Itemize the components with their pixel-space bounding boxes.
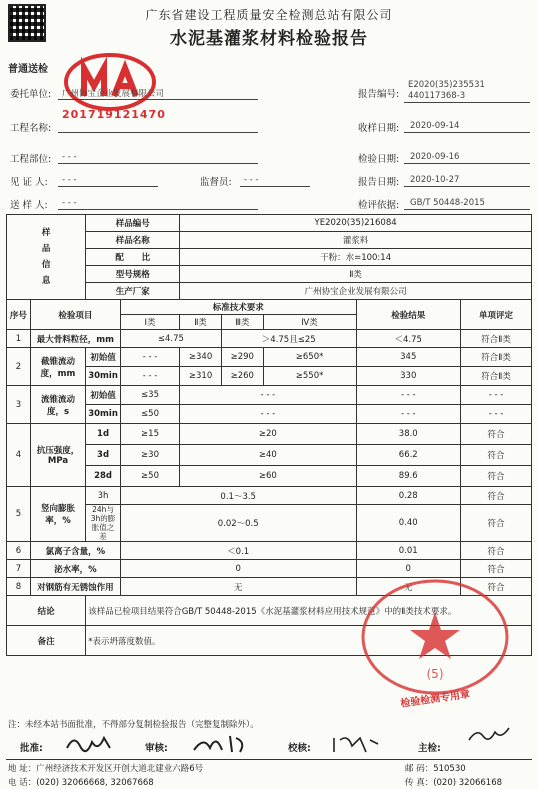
evaluation: 符合Ⅱ类	[461, 330, 532, 348]
col-class-3: Ⅲ类	[221, 315, 263, 330]
evaluation: 符合	[461, 578, 532, 596]
test-label: 检验日期:	[358, 154, 400, 165]
check-label: 校核:	[288, 743, 311, 754]
row-no: 1	[7, 330, 31, 348]
row-item: 对钢筋有无锈蚀作用	[30, 578, 120, 596]
req: ≥340	[180, 348, 222, 367]
col-standard: 标准技术要求	[120, 300, 356, 315]
evaluation: 符合	[461, 424, 532, 445]
req: - - -	[120, 348, 179, 367]
conclusion-label: 结论	[7, 596, 86, 626]
result: 38.0	[356, 424, 460, 445]
req: - - -	[120, 367, 179, 386]
req: ≥40	[180, 445, 356, 466]
evaluation: - - -	[461, 405, 532, 424]
req: - - -	[180, 386, 356, 405]
sampler-label: 送 样 人:	[10, 200, 48, 211]
supervisor-label: 监督员:	[200, 177, 232, 188]
col-class-2: Ⅱ类	[180, 315, 222, 330]
sample-label: 配 比	[86, 249, 180, 266]
req: ≥550*	[263, 367, 356, 386]
approve-label: 批准:	[20, 743, 43, 754]
row-item: 抗压强度，MPa	[30, 424, 85, 487]
receive-value: 2020-09-14	[410, 121, 460, 131]
remark-text: *表示坍落度数值。	[86, 626, 532, 656]
witness-value: - - -	[62, 175, 77, 185]
sample-label: 样品名称	[86, 232, 180, 249]
basis-label: 检评依据:	[358, 200, 400, 211]
remark-label: 备注	[7, 626, 86, 656]
issue-label: 报告日期:	[358, 177, 400, 188]
row-no: 3	[7, 386, 31, 424]
test-label-sign: 主检:	[418, 743, 441, 754]
sub-item: 初始值	[86, 348, 121, 367]
req: 0	[120, 560, 356, 578]
test-signature	[465, 722, 515, 748]
inspection-seal	[360, 578, 510, 696]
sample-value: 干粉：水=100:14	[180, 249, 532, 266]
basis-value: GB/T 50448-2015	[410, 198, 485, 208]
req: 0.02～0.5	[120, 505, 356, 542]
sample-value: 灌浆料	[180, 232, 532, 249]
witness-label: 见 证 人:	[10, 177, 48, 188]
evaluation: 符合	[461, 542, 532, 560]
row-no: 6	[7, 542, 31, 560]
req: ≥650*	[263, 348, 356, 367]
req: - - -	[180, 405, 356, 424]
report-no-label: 报告编号:	[358, 89, 400, 100]
col-item: 检验项目	[30, 300, 120, 330]
zip-line: 邮 码：510530	[405, 764, 466, 774]
organization-name: 广东省建设工程质量安全检测总站有限公司	[145, 8, 393, 22]
col-result: 检验结果	[356, 300, 460, 330]
row-no: 4	[7, 424, 31, 487]
client-value: 广州协宝企业发展有限公司	[62, 89, 165, 99]
row-no: 7	[7, 560, 31, 578]
report-no-value2: 440117368-3	[408, 91, 466, 101]
evaluation: 符合Ⅱ类	[461, 348, 532, 367]
result: 345	[356, 348, 460, 367]
sample-value: YE2020(35)216084	[180, 215, 532, 232]
conclusion-text: 该样品已检项目结果符合GB/T 50448-2015《水泥基灌浆材料应用技术规范》中的Ⅱ类技术要求。	[86, 596, 532, 626]
sample-value: 广州协宝企业发展有限公司	[180, 283, 532, 300]
seal-text: 检验检测专用章	[399, 689, 471, 710]
req: 无	[120, 578, 356, 596]
report-no-value: E2020(35)235531	[408, 80, 485, 90]
report-title: 水泥基灌浆材料检验报告	[170, 29, 368, 49]
row-item: 泌水率，%	[30, 560, 120, 578]
review-signature	[190, 730, 252, 756]
client-label: 委托单位:	[10, 89, 52, 100]
ma-stamp	[62, 52, 158, 112]
req: ≥60	[180, 466, 356, 487]
row-item: 氯离子含量，%	[30, 542, 120, 560]
row-item: 截锥流动度，mm	[30, 348, 85, 386]
receive-label: 收样日期:	[358, 123, 400, 134]
result: 0.40	[356, 505, 460, 542]
sub-item: 30min	[86, 367, 121, 386]
site-value: - - -	[62, 152, 77, 162]
req: ≥50	[120, 466, 179, 487]
supervisor-value: - - -	[244, 175, 259, 185]
evaluation: 符合	[461, 445, 532, 466]
ma-code: 201719121470	[62, 108, 166, 121]
sub-item: 初始值	[86, 386, 121, 405]
req: 0.1～3.5	[120, 487, 356, 505]
req: ≥30	[120, 445, 179, 466]
result: 无	[356, 578, 460, 596]
test-value: 2020-09-16	[410, 152, 460, 162]
req: ≥290	[221, 348, 263, 367]
evaluation: 符合	[461, 487, 532, 505]
evaluation: 符合	[461, 560, 532, 578]
sample-section-label: 样 品 信 息	[7, 215, 86, 300]
row-item: 最大骨料粒径，mm	[30, 330, 120, 348]
phone-line: 电 话：(020) 32066668, 32067668	[8, 778, 154, 788]
sub-item: 30min	[86, 405, 121, 424]
result: 0	[356, 560, 460, 578]
row-item: 流锥流动度，s	[30, 386, 85, 424]
req: ≥310	[180, 367, 222, 386]
result: 89.6	[356, 466, 460, 487]
evaluation: 符合	[461, 466, 532, 487]
result: - - -	[356, 405, 460, 424]
sample-value: Ⅱ类	[180, 266, 532, 283]
fax-line: 传 真：(020) 32066168	[405, 778, 503, 788]
result: 0.01	[356, 542, 460, 560]
result: 66.2	[356, 445, 460, 466]
evaluation: 符合Ⅱ类	[461, 367, 532, 386]
req: ≤35	[120, 386, 179, 405]
col-no: 序号	[7, 300, 31, 330]
issue-value: 2020-10-27	[410, 175, 460, 185]
result: - - -	[356, 386, 460, 405]
review-label: 审核:	[145, 743, 168, 754]
sub-item: 3h	[86, 487, 121, 505]
req: ≥20	[180, 424, 356, 445]
report-type: 普通送检	[8, 64, 48, 75]
site-label: 工程部位:	[10, 154, 52, 165]
result: 0.28	[356, 487, 460, 505]
approve-signature	[64, 730, 114, 756]
sample-label: 生产厂家	[86, 283, 180, 300]
req-class-34: ＞4.75且≤25	[221, 330, 356, 348]
result: ＜4.75	[356, 330, 460, 348]
check-signature	[330, 730, 380, 756]
address-line: 地 址：广州经济技术开发区开创大道北建业六路6号	[8, 764, 204, 774]
sub-item: 3d	[86, 445, 121, 466]
row-item: 竖向膨胀率，%	[30, 487, 85, 542]
result: 330	[356, 367, 460, 386]
seal-number: (5)	[426, 667, 444, 681]
evaluation: 符合	[461, 505, 532, 542]
col-class-4: Ⅳ类	[263, 315, 356, 330]
row-no: 5	[7, 487, 31, 542]
evaluation: - - -	[461, 386, 532, 405]
req-class-12: ≤4.75	[120, 330, 221, 348]
row-no: 8	[7, 578, 31, 596]
sub-item: 1d	[86, 424, 121, 445]
footnote: 注：未经本站书面批准，不得部分复制检验报告（完整复制除外）。	[8, 720, 259, 730]
project-label: 工程名称:	[10, 123, 52, 134]
sampler-value: - - -	[62, 198, 77, 208]
sample-label: 样品编号	[86, 215, 180, 232]
req: ≥15	[120, 424, 179, 445]
col-eval: 单项评定	[461, 300, 532, 330]
sub-item: 28d	[86, 466, 121, 487]
req: ≥260	[221, 367, 263, 386]
sample-label: 型号规格	[86, 266, 180, 283]
col-class-1: Ⅰ类	[120, 315, 179, 330]
req: ＜0.1	[120, 542, 356, 560]
sub-item: 24h与3h的膨胀值之差	[86, 505, 121, 542]
row-no: 2	[7, 348, 31, 386]
req: ≤50	[120, 405, 179, 424]
